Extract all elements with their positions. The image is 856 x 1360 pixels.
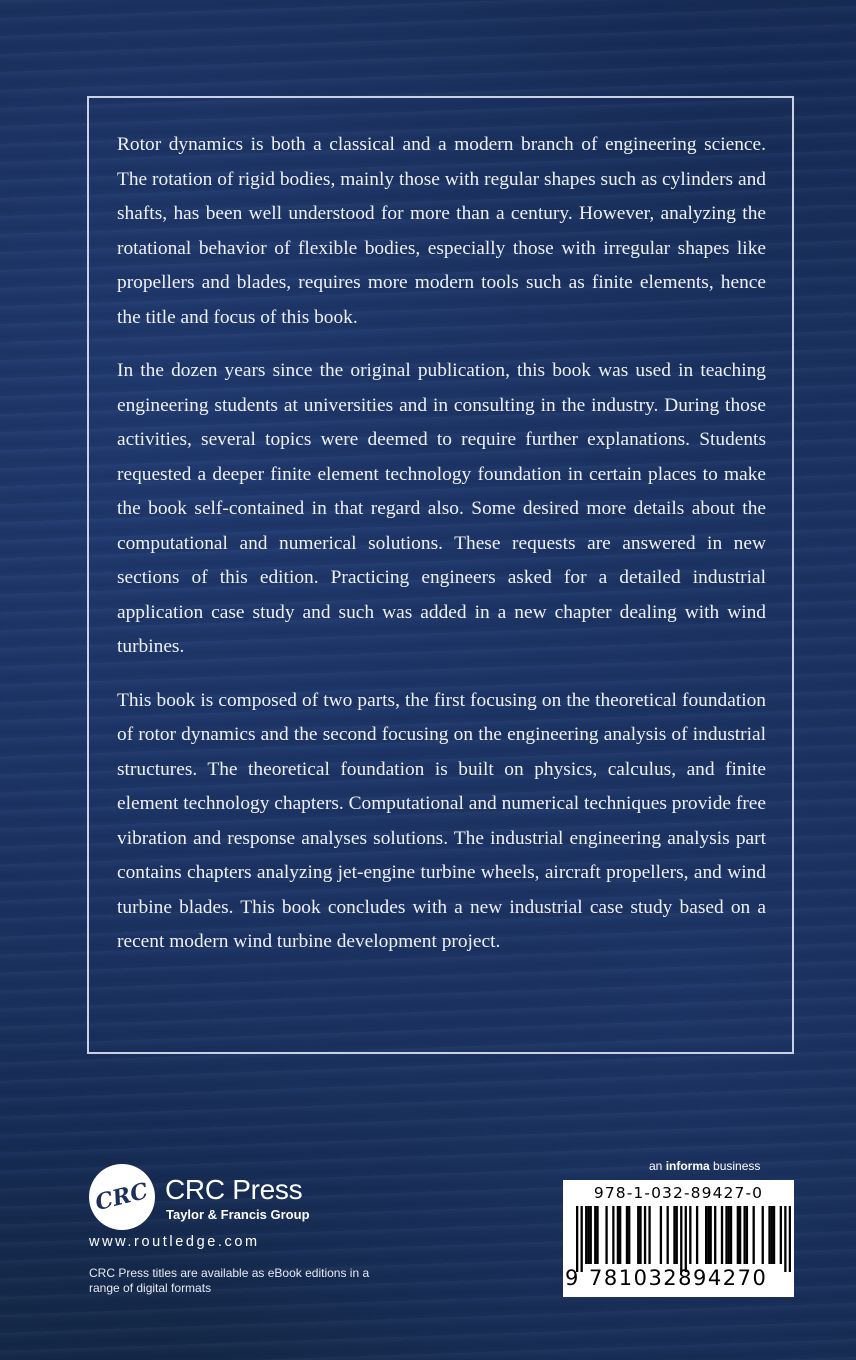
barcode-bar (612, 1206, 614, 1264)
informa-brand: informa (665, 1159, 710, 1173)
barcode-bar (714, 1206, 716, 1264)
publisher-website: www.routledge.com (89, 1234, 260, 1250)
barcode-bar (789, 1206, 791, 1272)
barcode-bar (721, 1206, 723, 1264)
barcode-bar (728, 1206, 730, 1264)
description-paragraph-3: This book is composed of two parts, the first focusing on the theoretical foundation of rotor dynamics and the second focusing on the engineering analysis of industrial structures. The theoretical foundation is built on physics, calculus, and finite element technology chapters. Computational and numerical techniques provide free vibration and response analyses solutions. The industrial engineering analysis part contains chapters analyzing jet-engine turbine wheels, aircraft propellers, and wind turbine blades. This book concludes with a new industrial case study based on a recent modern wind turbine development project. (117, 689, 766, 952)
barcode-bar (685, 1206, 687, 1272)
barcode-bar (743, 1206, 745, 1264)
barcode-bar (780, 1206, 782, 1264)
barcode-bar (594, 1206, 596, 1264)
barcode-bar (725, 1206, 727, 1264)
barcode-bar (762, 1206, 764, 1264)
informa-tagline (649, 1159, 760, 1173)
barcode-bar (617, 1206, 619, 1264)
barcode-bar (680, 1206, 682, 1272)
barcode-bar (605, 1206, 607, 1264)
barcode-bar (637, 1206, 639, 1264)
barcode-bar (696, 1206, 698, 1264)
ebook-note: CRC Press titles are available as eBook editions in a range of digital formats (89, 1266, 370, 1295)
barcode-bar (676, 1206, 678, 1264)
isbn-remaining-digits: 781032894270 (589, 1266, 768, 1290)
barcode-bar (739, 1206, 741, 1264)
barcode-bar (707, 1206, 709, 1264)
description-paragraph-1: Rotor dynamics is both a classical and a modern branch of engineering science. The rotation of rigid bodies, mainly those with regular shapes such as cylinders and shafts, has been well understood for more than a century. However, analyzing the rotational behavior of flexible bodies, especially those with irregular shapes like propellers and blades, requires more modern tools such as finite elements, hence the title and focus of this book. (117, 134, 766, 328)
barcode-bar (596, 1206, 598, 1264)
barcode-bar (667, 1206, 669, 1264)
barcode-bar (628, 1206, 630, 1264)
barcode-bar (771, 1206, 773, 1264)
barcode-bar (660, 1206, 662, 1264)
barcode-bar (746, 1206, 748, 1264)
barcode-bars (576, 1206, 791, 1272)
barcode-bar (689, 1206, 691, 1264)
publisher-group: Taylor & Francis Group (166, 1207, 310, 1222)
informa-suffix: business (709, 1159, 761, 1173)
crc-logo (89, 1164, 155, 1230)
barcode-bar (753, 1206, 755, 1264)
isbn-digits (565, 1266, 791, 1292)
barcode-bar (784, 1206, 786, 1272)
informa-prefix: an (649, 1159, 666, 1173)
barcode-bar (639, 1206, 641, 1264)
publisher-name: CRC Press (165, 1174, 303, 1205)
barcode-bar (768, 1206, 770, 1264)
barcode-bar (705, 1206, 707, 1264)
barcode-bar (737, 1206, 739, 1264)
isbn-barcode (563, 1180, 794, 1297)
barcode-bar (581, 1206, 583, 1272)
barcode-bar (626, 1206, 628, 1264)
description-frame (87, 96, 794, 1054)
barcode-bar (576, 1206, 578, 1272)
barcode-graphic (576, 1206, 791, 1272)
barcode-bar (773, 1206, 775, 1264)
barcode-bar (590, 1206, 592, 1264)
barcode-bar (587, 1206, 589, 1264)
barcode-bar (648, 1206, 650, 1264)
barcode-bar (619, 1206, 621, 1264)
barcode-bar (710, 1206, 712, 1264)
barcode-bar (585, 1206, 587, 1264)
description-paragraph-2: In the dozen years since the original publication, this book was used in teaching engineering students at universities and in consulting in the industry. During those activities, several topics were deemed to require further explanations. Students requested a deeper finite element technology foundation in certain places to make the book self-contained in that regard also. Some desired more details about the computational and numerical solutions. These requests are answered in new sections of this edition. Practicing engineers asked for a detailed industrial application case study and such was added in a new chapter dealing with wind turbines. (117, 360, 766, 657)
barcode-bar (673, 1206, 675, 1264)
barcode-bar (730, 1206, 732, 1264)
isbn-hyphenated: 978-1-032-89427-0 (593, 1184, 764, 1202)
isbn-first-digit: 9 (565, 1266, 579, 1290)
barcode-bar (644, 1206, 646, 1264)
crc-logo-text: CRC (92, 1177, 152, 1217)
